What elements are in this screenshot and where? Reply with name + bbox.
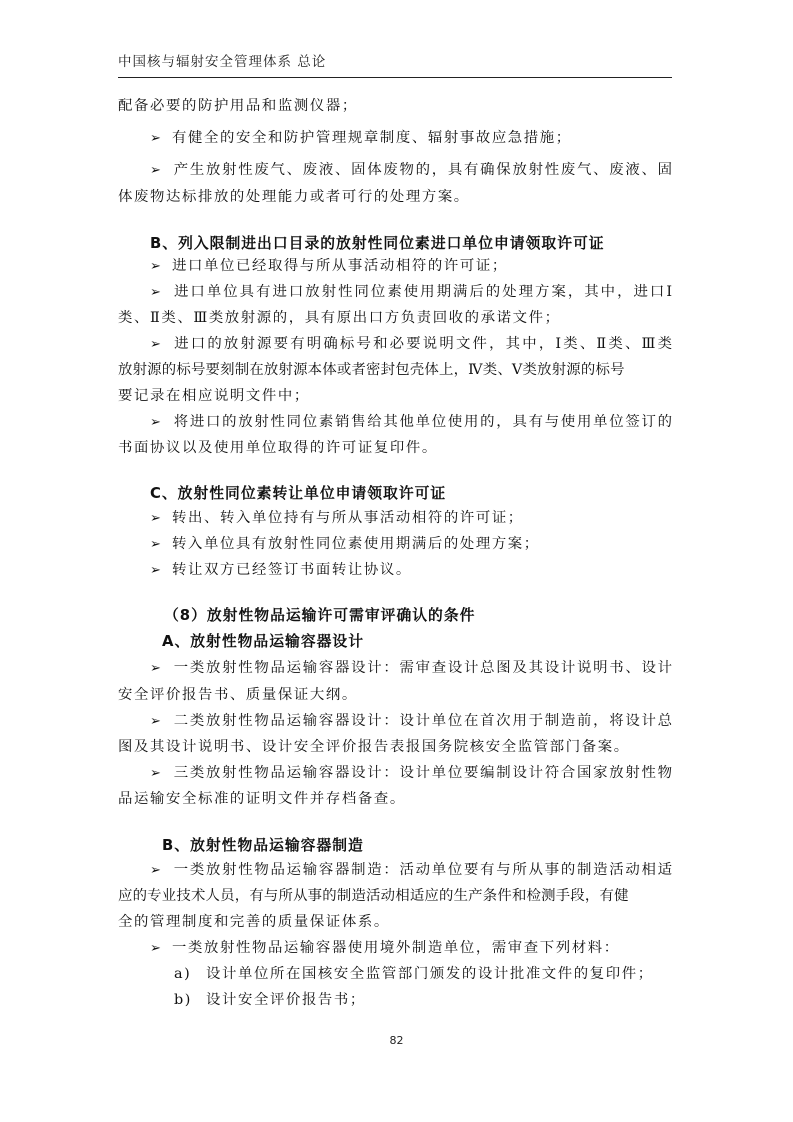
arrow-bullet-icon: ➢ (150, 537, 163, 552)
text-line: 应的专业技术人员，有与所从事的制造活动相适应的生产条件和检测手段，有健 (118, 888, 629, 904)
bullet-item: ➢ 产生放射性废气、废液、固体废物的，具有确保放射性废气、废液、固 (150, 160, 672, 181)
bullet-item: ➢ 转让双方已经签订书面转让协议。 (150, 560, 412, 581)
bullet-item: ➢ 一类放射性物品运输容器制造：活动单位要有与所从事的制造活动相适 (150, 860, 672, 881)
arrow-bullet-icon: ➢ (150, 163, 161, 178)
text-line: 品运输安全标准的证明文件并存档备查。 (118, 791, 406, 807)
arrow-bullet-icon: ➢ (150, 661, 161, 676)
page-number: 82 (389, 1034, 404, 1047)
section-heading: A、放射性物品运输容器设计 (162, 633, 365, 650)
arrow-bullet-icon: ➢ (150, 766, 161, 781)
list-item-b: b) 设计安全评价报告书； (174, 992, 366, 1008)
arrow-bullet-icon: ➢ (150, 259, 163, 274)
section-heading: B、列入限制进出口目录的放射性同位素进口单位申请领取许可证 (150, 235, 605, 252)
arrow-bullet-icon: ➢ (150, 563, 163, 578)
bullet-item: ➢ 将进口的放射性同位素销售给其他单位使用的，具有与使用单位签订的 (150, 412, 672, 433)
arrow-bullet-icon: ➢ (150, 511, 163, 526)
bullet-item: ➢ 进口单位具有进口放射性同位素使用期满后的处理方案，其中，进口Ⅰ (150, 282, 672, 303)
section-heading: B、放射性物品运输容器制造 (162, 837, 364, 854)
arrow-bullet-icon: ➢ (150, 863, 161, 878)
bullet-item: ➢ 二类放射性物品运输容器设计：设计单位在首次用于制造前，将设计总 (150, 711, 672, 732)
section-heading: C、放射性同位素转让单位申请领取许可证 (150, 485, 447, 502)
arrow-bullet-icon: ➢ (150, 337, 161, 352)
text-line: 类、Ⅱ类、Ⅲ类放射源的，具有原出口方负责回收的承诺文件； (118, 310, 561, 326)
text-line: 书面协议以及使用单位取得的许可证复印件。 (118, 440, 438, 456)
bullet-item: ➢ 三类放射性物品运输容器设计：设计单位要编制设计符合国家放射性物 (150, 763, 672, 784)
header-divider (118, 77, 672, 78)
list-marker: b) (174, 992, 193, 1008)
running-header: 中国核与辐射安全管理体系 总论 (118, 54, 327, 70)
bullet-item: ➢ 转出、转入单位持有与所从事活动相符的许可证； (150, 508, 524, 529)
bullet-item: ➢ 转入单位具有放射性同位素使用期满后的处理方案； (150, 534, 540, 555)
bullet-item: ➢ 有健全的安全和防护管理规章制度、辐射事故应急措施； (150, 128, 572, 149)
text-line: 要记录在相应说明文件中； (118, 388, 310, 404)
text-line: 安全评价报告书、质量保证大纲。 (118, 687, 358, 703)
arrow-bullet-icon: ➢ (150, 714, 161, 729)
text-line: 放射源的标号要刻制在放射源本体或者密封包壳体上，Ⅳ类、Ⅴ类放射源的标号 (118, 362, 625, 378)
bullet-item: ➢ 一类放射性物品运输容器设计：需审查设计总图及其设计说明书、设计 (150, 658, 672, 679)
subsection-heading: （8）放射性物品运输许可需审评确认的条件 (164, 607, 476, 624)
text-line: 全的管理制度和完善的质量保证体系。 (118, 914, 390, 930)
list-marker: a) (174, 966, 192, 982)
bullet-item: ➢ 一类放射性物品运输容器使用境外制造单位，需审查下列材料： (150, 938, 620, 959)
list-item-a: a) 设计单位所在国核安全监管部门颁发的设计批准文件的复印件； (174, 966, 654, 982)
text-line: 图及其设计说明书、设计安全评价报告表报国务院核安全监管部门备案。 (118, 739, 630, 755)
arrow-bullet-icon: ➢ (150, 285, 161, 300)
text-line: 配备必要的防护用品和监测仪器； (118, 98, 358, 114)
bullet-item: ➢ 进口的放射源要有明确标号和必要说明文件，其中，Ⅰ类、Ⅱ类、Ⅲ类 (150, 334, 672, 355)
arrow-bullet-icon: ➢ (150, 131, 163, 146)
arrow-bullet-icon: ➢ (150, 415, 161, 430)
text-line: 体废物达标排放的处理能力或者可行的处理方案。 (118, 189, 470, 205)
arrow-bullet-icon: ➢ (150, 941, 163, 956)
bullet-item: ➢ 进口单位已经取得与所从事活动相符的许可证； (150, 256, 508, 277)
